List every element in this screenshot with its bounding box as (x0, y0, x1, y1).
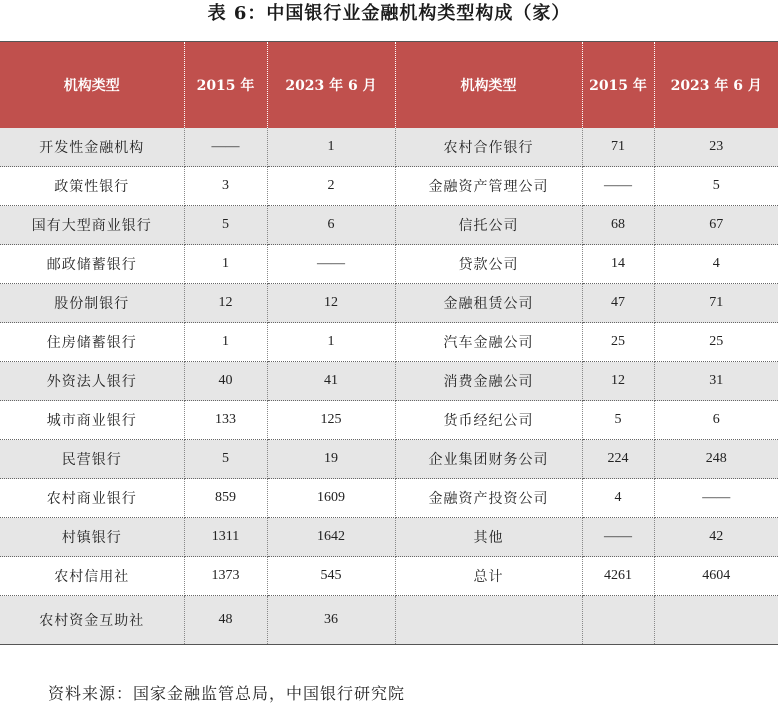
institution-type-table (0, 41, 778, 645)
table-cell: 25 (582, 323, 654, 362)
header-cell: 2023 年 6 月 (267, 42, 395, 129)
table-cell: 14 (582, 245, 654, 284)
table-cell: 1 (267, 323, 395, 362)
table-cell: 133 (184, 401, 267, 440)
table-cell: 41 (267, 362, 395, 401)
table-cell: 邮政储蓄银行 (0, 245, 184, 284)
table-cell: 金融资产管理公司 (395, 167, 582, 206)
table-cell: 汽车金融公司 (395, 323, 582, 362)
table-cell: 农村合作银行 (395, 128, 582, 167)
table-row (0, 479, 778, 518)
table-cell: 12 (582, 362, 654, 401)
table-cell: —— (654, 479, 778, 518)
table-cell: 农村资金互助社 (0, 596, 184, 645)
table-cell: 农村商业银行 (0, 479, 184, 518)
table-cell: 859 (184, 479, 267, 518)
table-row (0, 518, 778, 557)
table-cell: 1609 (267, 479, 395, 518)
table-cell: 1642 (267, 518, 395, 557)
table-cell: 其他 (395, 518, 582, 557)
table-cell: 71 (582, 128, 654, 167)
table-cell: 开发性金融机构 (0, 128, 184, 167)
table-row (0, 440, 778, 479)
table-cell: 4261 (582, 557, 654, 596)
table-cell: 总计 (395, 557, 582, 596)
table-row (0, 362, 778, 401)
table-cell: 224 (582, 440, 654, 479)
table-cell: 4 (582, 479, 654, 518)
table-cell: 货币经纪公司 (395, 401, 582, 440)
table-cell: 5 (654, 167, 778, 206)
table-cell: 68 (582, 206, 654, 245)
table-cell: 村镇银行 (0, 518, 184, 557)
table-row (0, 323, 778, 362)
table-title: 表 6：中国银行业金融机构类型构成（家） (207, 3, 571, 24)
table-cell: 住房储蓄银行 (0, 323, 184, 362)
table-cell: 贷款公司 (395, 245, 582, 284)
table-cell: 36 (267, 596, 395, 645)
table-row (0, 557, 778, 596)
table-cell: 国有大型商业银行 (0, 206, 184, 245)
table-cell: —— (582, 518, 654, 557)
table-cell (582, 596, 654, 645)
table-cell: 信托公司 (395, 206, 582, 245)
table-cell: 外资法人银行 (0, 362, 184, 401)
table-cell: 1 (184, 245, 267, 284)
table-row (0, 401, 778, 440)
table-cell: 1311 (184, 518, 267, 557)
table-cell: 5 (582, 401, 654, 440)
table-cell (395, 596, 582, 645)
table-cell: 1373 (184, 557, 267, 596)
header-row (0, 42, 778, 129)
source-note: 资料来源：国家金融监管总局，中国银行研究院 (48, 684, 406, 703)
header-cell: 2015 年 (184, 42, 267, 129)
table-cell: 3 (184, 167, 267, 206)
table-cell: 金融租赁公司 (395, 284, 582, 323)
table-cell: 248 (654, 440, 778, 479)
table-cell: 消费金融公司 (395, 362, 582, 401)
table-row (0, 206, 778, 245)
table-cell: 545 (267, 557, 395, 596)
table-cell: 31 (654, 362, 778, 401)
table-cell: 5 (184, 206, 267, 245)
table-cell: 1 (184, 323, 267, 362)
table-cell: 71 (654, 284, 778, 323)
table-cell: —— (582, 167, 654, 206)
table-cell: 农村信用社 (0, 557, 184, 596)
header-cell: 2023 年 6 月 (654, 42, 778, 129)
table-cell (654, 596, 778, 645)
table-cell: 42 (654, 518, 778, 557)
table-cell: 48 (184, 596, 267, 645)
table-row (0, 245, 778, 284)
table-cell: 47 (582, 284, 654, 323)
table-row (0, 167, 778, 206)
table-cell: 1 (267, 128, 395, 167)
table-cell: 5 (184, 440, 267, 479)
table-cell: 2 (267, 167, 395, 206)
table-cell: 4604 (654, 557, 778, 596)
table-cell: 40 (184, 362, 267, 401)
table-row (0, 128, 778, 167)
table-cell: 金融资产投资公司 (395, 479, 582, 518)
table-row (0, 284, 778, 323)
table-cell: 12 (184, 284, 267, 323)
table-row (0, 596, 778, 645)
table-cell: 23 (654, 128, 778, 167)
table-cell: 政策性银行 (0, 167, 184, 206)
table-cell: 城市商业银行 (0, 401, 184, 440)
table-cell: 4 (654, 245, 778, 284)
table-cell: —— (184, 128, 267, 167)
table-cell: 19 (267, 440, 395, 479)
table-cell: 股份制银行 (0, 284, 184, 323)
header-cell: 机构类型 (395, 42, 582, 129)
table-cell: 125 (267, 401, 395, 440)
header-cell: 机构类型 (0, 42, 184, 129)
table-cell: —— (267, 245, 395, 284)
table-cell: 6 (654, 401, 778, 440)
table-cell: 67 (654, 206, 778, 245)
table-cell: 企业集团财务公司 (395, 440, 582, 479)
table-cell: 12 (267, 284, 395, 323)
header-cell: 2015 年 (582, 42, 654, 129)
table-cell: 25 (654, 323, 778, 362)
table-cell: 6 (267, 206, 395, 245)
table-cell: 民营银行 (0, 440, 184, 479)
